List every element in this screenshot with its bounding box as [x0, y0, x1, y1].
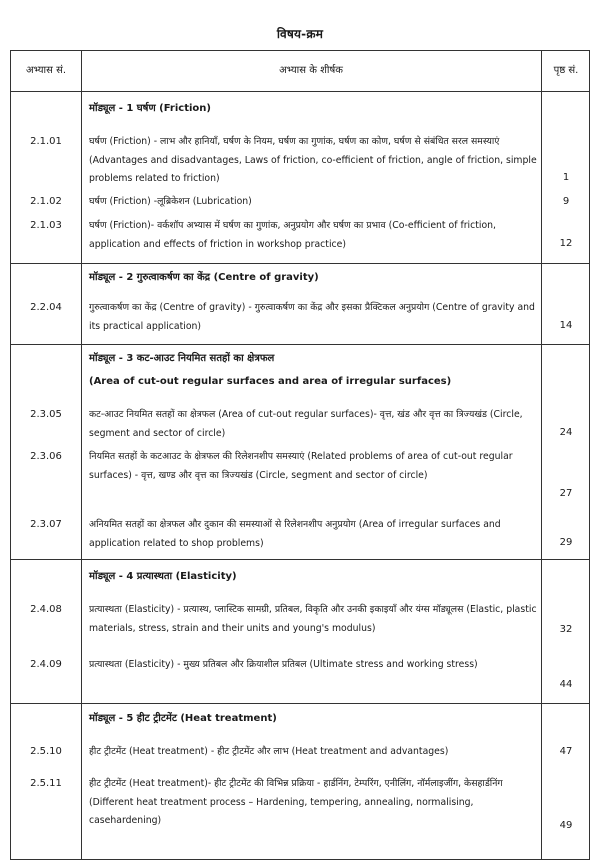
exercise-title: कट-आउट नियमित सतहों का क्षेत्रफल (Area of cut-out regular surfaces)- वृत्त, खंड और वृत्त का त्रिज्यखंड (Circle, segment and sector of circle) [89, 409, 523, 439]
page-number: 47 [559, 746, 573, 757]
exercise-title: हीट ट्रीटमेंट (Heat treatment)- हीट ट्रीटमेंट की विभिन्न प्रक्रिया - हार्डनिंग, टेम्परिंग, एनीलिंग, नॉर्मलाइजींग, केसहार्डनिंग (Different heat treatment process – Hardening, tempering, annealing, normalising, casehardening) [89, 778, 503, 826]
exercise-number: 2.2.04 [30, 302, 62, 313]
module-title: मॉड्यूल - 4 प्रत्यास्थता (Elasticity) [89, 571, 237, 582]
page-number: 1 [562, 172, 570, 183]
page-number: 14 [559, 320, 573, 331]
module-separator [11, 703, 589, 704]
page-number: 24 [559, 427, 573, 438]
exercise-number: 2.1.02 [30, 196, 62, 207]
exercise-title: हीट ट्रीटमेंट (Heat treatment) - हीट ट्रीटमेंट और लाभ (Heat treatment and advantages) [89, 746, 449, 757]
module-title: मॉड्यूल - 2 गुरुत्वाकर्षण का केंद्र (Centre of gravity) [89, 272, 319, 283]
exercise-title: घर्षण (Friction)- वर्कशॉप अभ्यास में घर्षण का गुणांक, अनुप्रयोग और घर्षण का प्रभाव (Co-efficient of friction, application and effects of friction in workshop practice) [89, 220, 497, 250]
toc-table [10, 50, 590, 860]
exercise-number: 2.1.03 [30, 220, 62, 231]
exercise-title: घर्षण (Friction) -लूब्रिकेशन (Lubrication) [89, 196, 252, 207]
page-number: 32 [559, 624, 573, 635]
exercise-title: अनियमित सतहों का क्षेत्रफल और दुकान की समस्याओं से रिलेशनशीप अनुप्रयोग (Area of irregular surfaces and application related to shop problems) [89, 519, 501, 549]
exercise-number: 2.3.05 [30, 409, 62, 420]
header-page: पृष्ठ सं. [553, 65, 579, 76]
exercise-number: 2.3.07 [30, 519, 62, 530]
exercise-number: 2.4.08 [30, 604, 62, 615]
page-number: 44 [559, 679, 573, 690]
module-subtitle: (Area of cut-out regular surfaces and area of irregular surfaces) [89, 376, 452, 387]
module-separator [11, 344, 589, 345]
exercise-number: 2.5.10 [30, 746, 62, 757]
exercise-number: 2.4.09 [30, 659, 62, 670]
page-number: 12 [559, 238, 573, 249]
exercise-title: प्रत्यास्थता (Elasticity) - प्रत्यास्थ, प्लास्टिक सामग्री, प्रतिबल, विकृति और उनकी इकाइयाँ और यंग्स मॉड्यूलस (Elastic, plastic materials, stress, strain and their units and young's modulus) [89, 604, 537, 634]
exercise-title: गुरुत्वाकर्षण का केंद्र (Centre of gravity) - गुरुत्वाकर्षण का केंद्र और इसका प्रैक्टिकल अनुप्रयोग (Centre of gravity and its practical application) [89, 302, 535, 332]
module-separator [11, 263, 589, 264]
table-header [11, 51, 589, 92]
page-number: 29 [559, 537, 573, 548]
exercise-number: 2.1.01 [30, 136, 62, 147]
exercise-title: घर्षण (Friction) - लाभ और हानियाँ, घर्षण के नियम, घर्षण का गुणांक, घर्षण का कोण, घर्षण से संबंधित सरल समस्याएं (Advantages and disadvantages, Laws of friction, co-efficient of friction, angle of friction, simple problems related to friction) [89, 136, 537, 184]
page-number: 27 [559, 488, 573, 499]
exercise-number: 2.5.11 [30, 778, 62, 789]
header-number: अभ्यास सं. [25, 65, 67, 76]
module-title: मॉड्यूल - 5 हीट ट्रीटमेंट (Heat treatment) [89, 713, 277, 724]
page-number: 9 [562, 196, 570, 207]
module-title: मॉड्यूल - 1 घर्षण (Friction) [89, 103, 211, 114]
exercise-title: नियमित सतहों के कटआउट के क्षेत्रफल की रिलेशनशीप समस्याएं (Related problems of area of cut-out regular surfaces) - वृत्त, खण्ड और वृत्त का त्रिज्यखंड (Circle, segment and sector of circle) [89, 451, 513, 481]
module-separator [11, 559, 589, 560]
header-title: अभ्यास के शीर्षक [279, 65, 343, 76]
page-number: 49 [559, 820, 573, 831]
column-divider [81, 51, 82, 859]
page-title: विषय-क्रम [276, 27, 324, 41]
exercise-number: 2.3.06 [30, 451, 62, 462]
module-title: मॉड्यूल - 3 कट-आउट नियमित सतहों का क्षेत्रफल [89, 353, 275, 364]
exercise-title: प्रत्यास्थता (Elasticity) - मुख्य प्रतिबल और क्रियाशील प्रतिबल (Ultimate stress and working stress) [89, 659, 478, 670]
